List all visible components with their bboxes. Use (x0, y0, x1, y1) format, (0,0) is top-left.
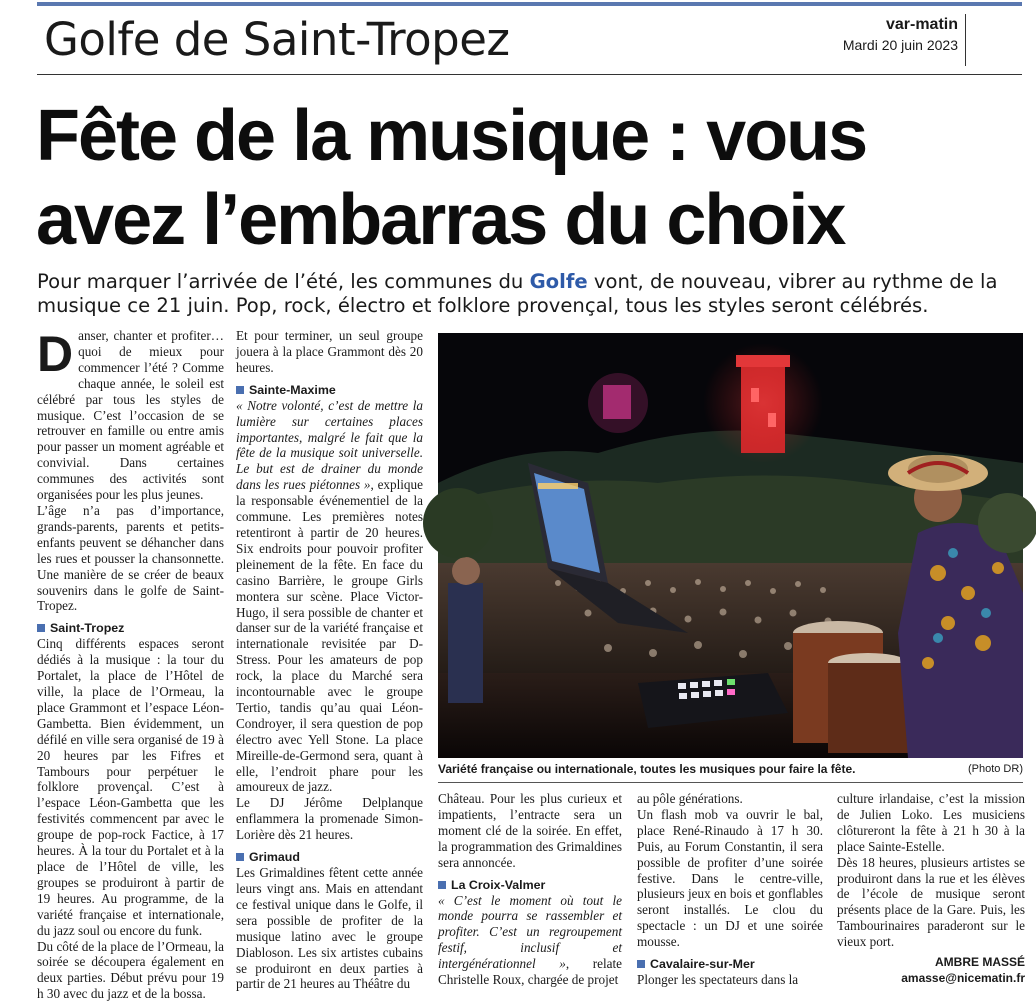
section-title: Golfe de Saint-Tropez (44, 13, 510, 66)
subhead-square-icon (637, 960, 645, 968)
croix-valmer-paragraph (438, 893, 622, 988)
masthead-divider (965, 14, 966, 66)
article-column-4 (637, 791, 823, 988)
subhead-saint-tropez (37, 620, 224, 636)
sainte-maxime-quote: « Notre volonté, c’est de mettre la lumière sur certaines places importantes, malgré le fait que la fête de la musique soit universelle. Le but est de drainer du monde dans les rues piétonnes » (236, 397, 423, 493)
top-accent-rule (37, 2, 1022, 6)
masthead (843, 15, 958, 55)
article-column-3 (438, 791, 622, 988)
article-column-5 (837, 791, 1025, 986)
subhead-sainte-maxime (236, 382, 423, 398)
photo-caption (438, 760, 1023, 778)
concert-photo-illustration (438, 333, 1023, 758)
subhead-label: Sainte-Maxime (249, 382, 336, 397)
article-photo (438, 333, 1023, 758)
sainte-maxime-paragraph-2: Le DJ Jérôme Delplanque enflammera la promenade Simon-Lorière dès 21 heures. (236, 795, 423, 843)
standfirst-highlight: Golfe (529, 270, 588, 293)
col3-paragraph: Château. Pour les plus curieux et impatients, l’entracte sera un moment clé de la soirée. En effet, la programmation des Grimaldines sera annoncée. (438, 791, 622, 870)
subhead-square-icon (236, 853, 244, 861)
header-divider (37, 74, 1022, 75)
article-column-1 (37, 328, 224, 1002)
standfirst (37, 270, 1027, 318)
intro-paragraph-2: L’âge n’a pas d’importance, grands-parents, parents et petits-enfants peuvent se déhancher dans les rues et pousser la chansonnette. Une manière de se créer de beaux souvenirs dans le golfe de Saint-Tropez. (37, 502, 224, 614)
photo-credit: (Photo DR) (967, 763, 1023, 775)
standfirst-end: vont, de nouveau, vibrer au rythme de la musique ce 21 juin. Pop, rock, électro et folklore provençal, tous les styles seront célébrés. (37, 270, 998, 317)
intro-paragraph (37, 328, 224, 503)
headline-line-2: avez l’embarras du choix (36, 180, 845, 260)
saint-tropez-paragraph: Cinq différents espaces seront dédiés à la musique : la tour du Portalet, la place de l’Hôtel de ville, la place de l’Ormeau, la place Grammont et l’espace Léon-Gambetta. Bien évidemment, un défilé en ville sera organisé de 19 à 20 heures par les Fifres et Tambours pour perpétuer le folklore provençal. C’est à l’espace Léon-Gambetta que les festivités commencent par avec le groupe de pop-rock Factice, à 17 heures. À la tour du Portalet et à la place de l’Hôtel de ville, les groupes se produiront à partir de 19 heures. Au programme, de la variété française et internationale, du jazz soul ou encore du funk. (37, 636, 224, 938)
subhead-square-icon (438, 881, 446, 889)
col4-paragraph: au pôle générations. (637, 791, 743, 806)
article-column-2 (236, 328, 423, 992)
cavalaire-paragraph: Plonger les spectateurs dans la (637, 972, 799, 988)
subhead-label: Saint-Tropez (50, 621, 125, 636)
col5-paragraph-2: Dès 18 heures, plusieurs artistes se produiront dans la rue et les élèves de l’école de musique seront présents place de la Gare. Puis, les Tambourinaires paraderont sur le vieux port. (837, 854, 1025, 950)
subhead-label: La Croix-Valmer (451, 877, 546, 892)
col2-paragraph: Et pour terminer, un seul groupe jouera à la place Grammont dès 20 heures. (236, 328, 423, 375)
subhead-cavalaire-sur-mer (637, 956, 823, 972)
subhead-square-icon (236, 386, 244, 394)
caption-divider (438, 782, 1023, 783)
standfirst-start: Pour marquer l’arrivée de l’été, les communes du (37, 270, 530, 293)
author-email: amasse@nicematin.fr (901, 971, 1025, 986)
subhead-grimaud (236, 849, 423, 865)
sainte-maxime-text: , explique la responsable événementiel de la commune. Les premières notes retentiront à partir de 20 heures. Six endroits pour pouvoir profiter pleinement de la fête. En face du casino Barrière, le groupe Girls montera sur scène. Place Victor-Hugo, il sera possible de chanter et danser sur de la variété française et internationale revisitée par D-Stress. Pour les amateurs de pop rock, la place du Marché sera incontournable avec le groupe Tertio, tandis qu’au quai Léon-Condroyer, il sera question de pop électro avec Yell Stone. La place Mireille-de-Germond sera, quant à elle, l’endroit phare pour les amoureux de jazz. (236, 477, 423, 795)
subhead-label: Cavalaire-sur-Mer (650, 957, 755, 972)
publication-date: Mardi 20 juin 2023 (842, 37, 958, 53)
subhead-label: Grimaud (249, 850, 300, 865)
grimaud-paragraph: Les Grimaldines fêtent cette année leurs vingt ans. Mais en attendant ce festival unique dans le Golfe, il sera possible de profiter de la musique latino avec le groupe Diabloson. Les six artistes cubains se produiront en deux parties à partir de 21 heures au Théâtre du (236, 865, 423, 992)
sainte-maxime-paragraph (236, 398, 423, 796)
croix-valmer-text: , relate Christelle Roux, chargée de projet (438, 956, 622, 988)
headline (36, 94, 1026, 262)
caption-text: Variété française ou internationale, toutes les musiques pour faire la fête. (438, 762, 856, 776)
croix-valmer-quote: « C’est le moment où tout le monde pourra se rassembler et profiter. C’est un regroupement festif, inclusif et intergénérationnel » (438, 892, 622, 972)
subhead-la-croix-valmer (438, 877, 622, 893)
headline-line-1: Fête de la musique : vous (36, 96, 867, 176)
intro-text: anser, chanter et profiter… quoi de mieux pour commencer l’été ? Comme chaque année, le soleil est célébré par tous les styles de musique. C’est l’occasion de se retrouver en famille ou entre amis pour passer un moment agréable et convivial. Dans certaines communes des activités sont organisées pour les plus jeunes. (37, 328, 224, 503)
subhead-square-icon (37, 624, 45, 632)
author-byline: AMBRE MASSÉ (934, 955, 1025, 970)
saint-tropez-paragraph-2: Du côté de la place de l’Ormeau, la soirée se découpera également en deux parties. Début prévu pour 19 h 30 avec du jazz et de la bossa. (37, 938, 224, 1002)
dropcap: D (37, 326, 74, 382)
col4-paragraph-2: Un flash mob va ouvrir le bal, place René-Rinaudo à 17 h 30. Puis, au Forum Constantin, il sera possible de profiter d’une soirée festive. Dans le centre-ville, plusieurs jeux en bois et gonflables seront installés. Le clou du spectacle : un DJ et une soirée mousse. (637, 806, 823, 950)
col5-paragraph: culture irlandaise, c’est la mission de Julien Loko. Les musiciens clôtureront la fête à 21 h 30 à la place Sainte-Estelle. (837, 791, 1025, 854)
publication-name: var-matin (885, 16, 958, 33)
